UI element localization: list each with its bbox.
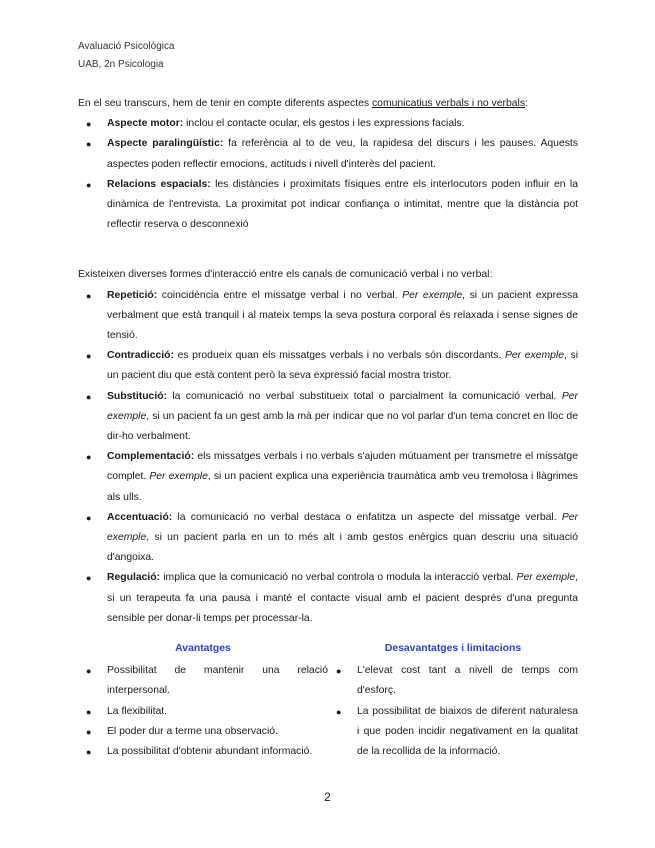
advantages-column bbox=[78, 639, 328, 762]
list-item: ● L'elevat cost tant a nivell de temps com d'esforç. bbox=[328, 661, 578, 701]
disadvantages-list bbox=[328, 661, 578, 762]
list-item: ● Complementació: els missatges verbals i no verbals s'ajuden mútuament per transmetre el missatge complet. Per exemple, si un pacient explica una experiència traumàtica amb veu tremolosa i llàgrimes als ulls. bbox=[78, 447, 578, 508]
advantages-heading: Avantatges bbox=[175, 643, 231, 655]
list-item: ● Accentuació: la comunicació no verbal destaca o enfatitza un aspecte del missatge verbal. Per exemple, si un pacient parla en un to més alt i amb gestos enèrgics quan descriu una situació d'angoixa. bbox=[78, 508, 578, 569]
section-communication-aspects bbox=[78, 94, 578, 235]
underlined-phrase: comunicatius verbals i no verbals bbox=[371, 98, 526, 109]
list-item: ● Repetició: coincidència entre el missatge verbal i no verbal. Per exemple, si un pacient expressa verbalment que està tranquil i al mateix temps la seva postura corporal és relaxada i sense signes de tensió. bbox=[78, 286, 578, 347]
list-item: ● Contradicció: es produeix quan els missatges verbals i no verbals són discordants. Per exemple, si un pacient diu que està content però la seva expressió facial mostra tristor. bbox=[78, 346, 578, 386]
section1-intro: En el seu transcurs, hem de tenir en compte diferents aspectes comunicatius verbals i no verbals: bbox=[78, 98, 528, 109]
list-item: ● Aspecte motor: inclou el contacte ocular, els gestos i les expressions facials. bbox=[78, 114, 578, 134]
list-item: ● Regulació: implica que la comunicació no verbal controla o modula la interacció verbal. Per exemple, si un terapeuta fa una pausa i manté el contacte visual amb el pacient després d'una pregunta sensible per donar-li temps per processar-la. bbox=[78, 568, 578, 629]
document-header bbox=[78, 38, 175, 74]
disadvantages-heading: Desavantatges i limitacions bbox=[384, 643, 522, 655]
aspects-list bbox=[78, 114, 578, 235]
list-item: ● La possibilitat d'obtenir abundant informació. bbox=[78, 742, 328, 762]
list-item: ● Substitució: la comunicació no verbal substitueix total o parcialment la comunicació verbal. Per exemple, si un pacient fa un gest amb la mà per indicar que no vol parlar d'un tema concret en lloc de dir-ho verbalment. bbox=[78, 387, 578, 448]
list-item: ● Relacions espacials: les distàncies i proximitats físiques entre els interlocutors poden influir en la dinàmica de l'entrevista. La proximitat pot indicar confiança o intimitat, mentre que la distància pot reflectir reserva o desconnexió bbox=[78, 175, 578, 236]
section-interaction-forms bbox=[78, 265, 578, 629]
section2-intro: Existeixen diverses formes d'interacció entre els canals de comunicació verbal i no verbal: bbox=[78, 269, 493, 281]
advantages-list bbox=[78, 661, 328, 762]
header-institution: UAB, 2n Psicologia bbox=[78, 59, 164, 70]
document-body bbox=[78, 94, 578, 762]
disadvantages-column bbox=[328, 639, 578, 762]
interaction-list bbox=[78, 286, 578, 629]
list-item: ● El poder dur a terme una observació. bbox=[78, 722, 328, 742]
list-item: ● La possibilitat de biaixos de diferent naturalesa i que poden incidir negativament en la qualitat de la recollida de la informació. bbox=[328, 702, 578, 763]
page-number: 2 bbox=[324, 790, 331, 804]
list-item: ● Aspecte paralingüístic: fa referència al to de veu, la rapidesa del discurs i les pauses. Aquests aspectes poden reflectir emocions, actituds i nivell d'interès del pacient. bbox=[78, 134, 578, 174]
pros-cons-columns bbox=[78, 639, 578, 762]
header-course: Avaluació Psicològica bbox=[78, 41, 175, 52]
list-item: ● Possibilitat de mantenir una relació interpersonal. bbox=[78, 661, 328, 701]
list-item: ● La flexibilitat. bbox=[78, 702, 328, 722]
